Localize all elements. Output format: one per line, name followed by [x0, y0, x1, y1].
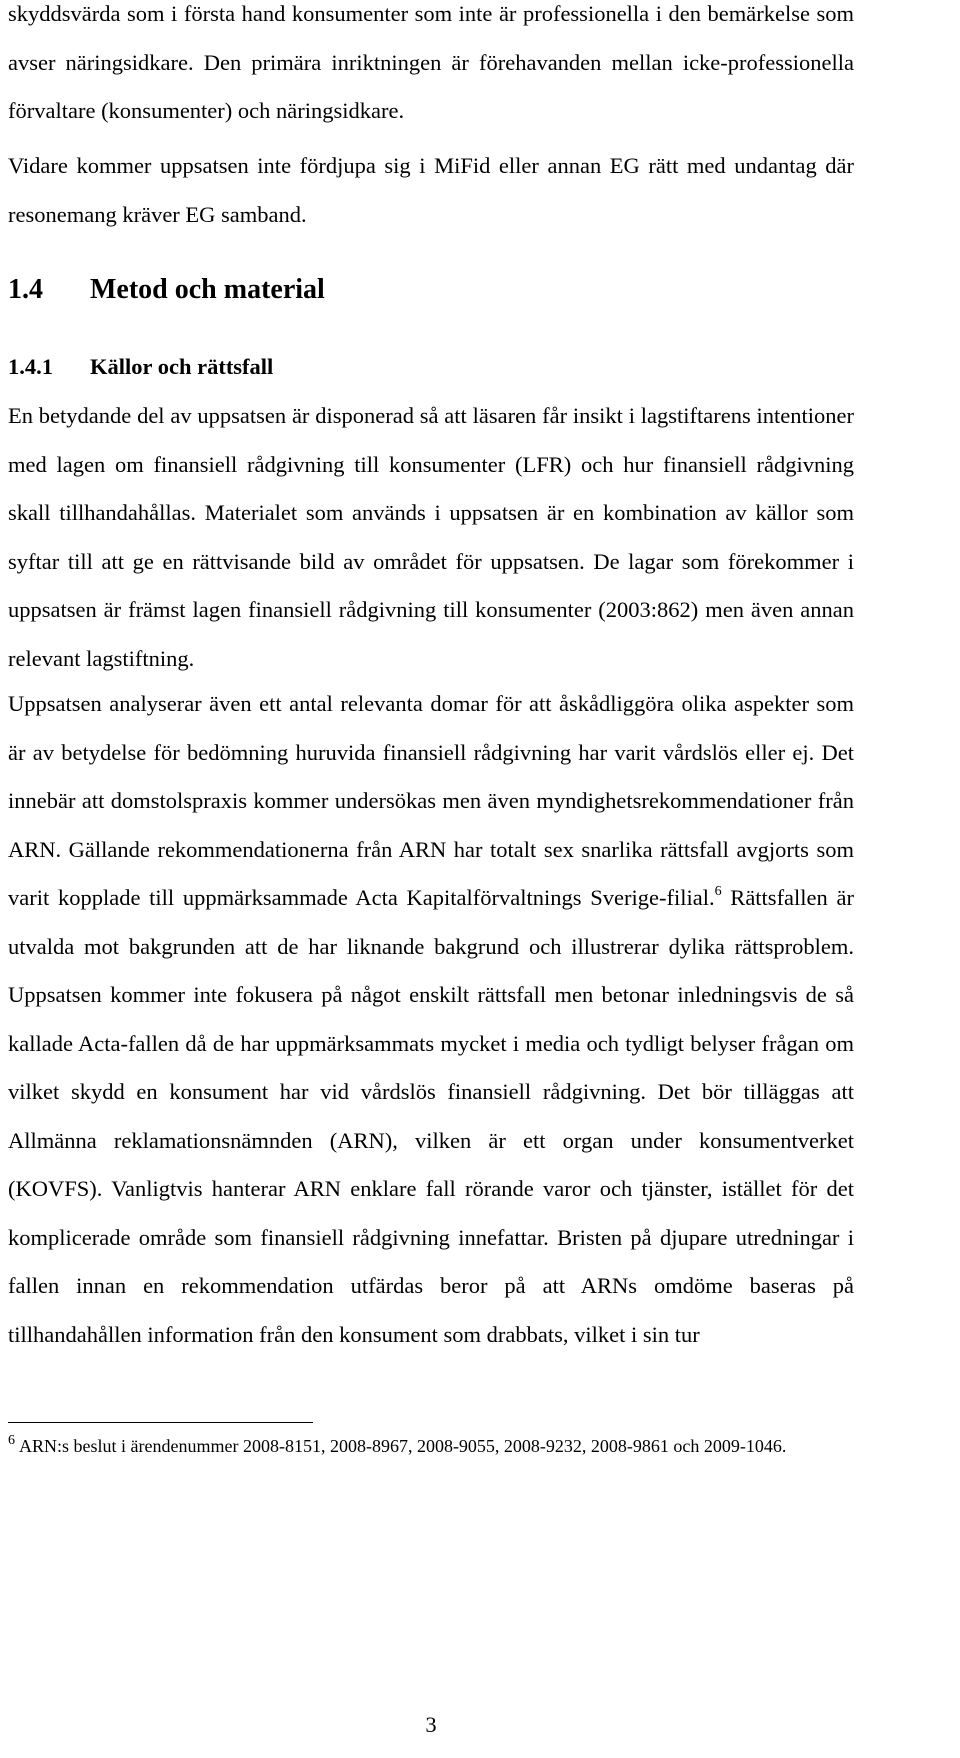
section-heading: [8, 270, 325, 310]
paragraph-case-law: [8, 680, 854, 1359]
section-title: Metod och material: [90, 274, 325, 305]
paragraph-sources: En betydande del av uppsatsen är disponerad så att läsaren får insikt i lagstiftarens intentioner med lagen om finansiell rådgivning till konsumenter (LFR) och hur finansiell rådgivning skall tillhandahållas. Materialet som används i uppsatsen är en kombination av källor som syftar till att ge en rättvisande bild av området för uppsatsen. De lagar som förekommer i uppsatsen är främst lagen finansiell rådgivning till konsumenter (2003:862) men även annan relevant lagstiftning.: [8, 403, 854, 671]
section-number: 1.4: [8, 274, 43, 305]
subsection-heading: [8, 347, 273, 387]
paragraph-case-law-part1: Uppsatsen analyserar även ett antal relevanta domar för att åskådliggöra olika aspekter som är av betydelse för bedömning huruvida finansiell rådgivning har varit vårdslös eller ej. Det innebär att domstolspraxis kommer undersökas men även myndighetsrekommendationer från ARN. Gällande rekommendationerna från ARN har totalt sex snarlika rättsfall avgjorts som varit kopplade till uppmärksammade Acta Kapitalförvaltnings Sverige-filial.: [8, 691, 854, 910]
footnote-separator: [8, 1422, 313, 1423]
footnote-reference[interactable]: 6: [714, 884, 722, 899]
paragraph-scope-eg-law: Vidare kommer uppsatsen inte fördjupa sig i MiFid eller annan EG rätt med undantag där resonemang kräver EG samband.: [8, 153, 854, 227]
footnote-text: ARN:s beslut i ärendenummer 2008-8151, 2008-8967, 2008-9055, 2008-9232, 2008-9861 och 2009-1046.: [19, 1436, 787, 1456]
footnote-number: 6: [8, 1433, 15, 1448]
footnote: [8, 1432, 854, 1460]
page-number: 3: [425, 1712, 437, 1737]
subsection-title: Källor och rättsfall: [90, 354, 274, 379]
subsection-number: 1.4.1: [8, 354, 53, 379]
paragraph-case-law-part2: Rättsfallen är utvalda mot bakgrunden att de har liknande bakgrund och illustrerar dylika rättsproblem. Uppsatsen kommer inte fokusera på något enskilt rättsfall men betonar inledningsvis de så kallade Acta-fallen då de har uppmärksammats mycket i media och tydligt belyser frågan om vilket skydd en konsument har vid vårdslös finansiell rådgivning. Det bör tilläggas att Allmänna reklamationsnämnden (ARN), vilken är ett organ under konsumentverket (KOVFS). Vanligtvis hanterar ARN enklare fall rörande varor och tjänster, istället för det komplicerade område som finansiell rådgivning innefattar. Bristen på djupare utredningar i fallen innan en rekommendation utfärdas beror på att ARNs omdöme baseras på tillhandahållen information från den konsument som drabbats, vilket i sin tur: [8, 885, 854, 1347]
paragraph-scope-continuation: skyddsvärda som i första hand konsumenter som inte är professionella i den bemärkelse som avser näringsidkare. Den primära inriktningen är förehavanden mellan icke-professionella förvaltare (konsumenter) och näringsidkare.: [8, 1, 854, 123]
